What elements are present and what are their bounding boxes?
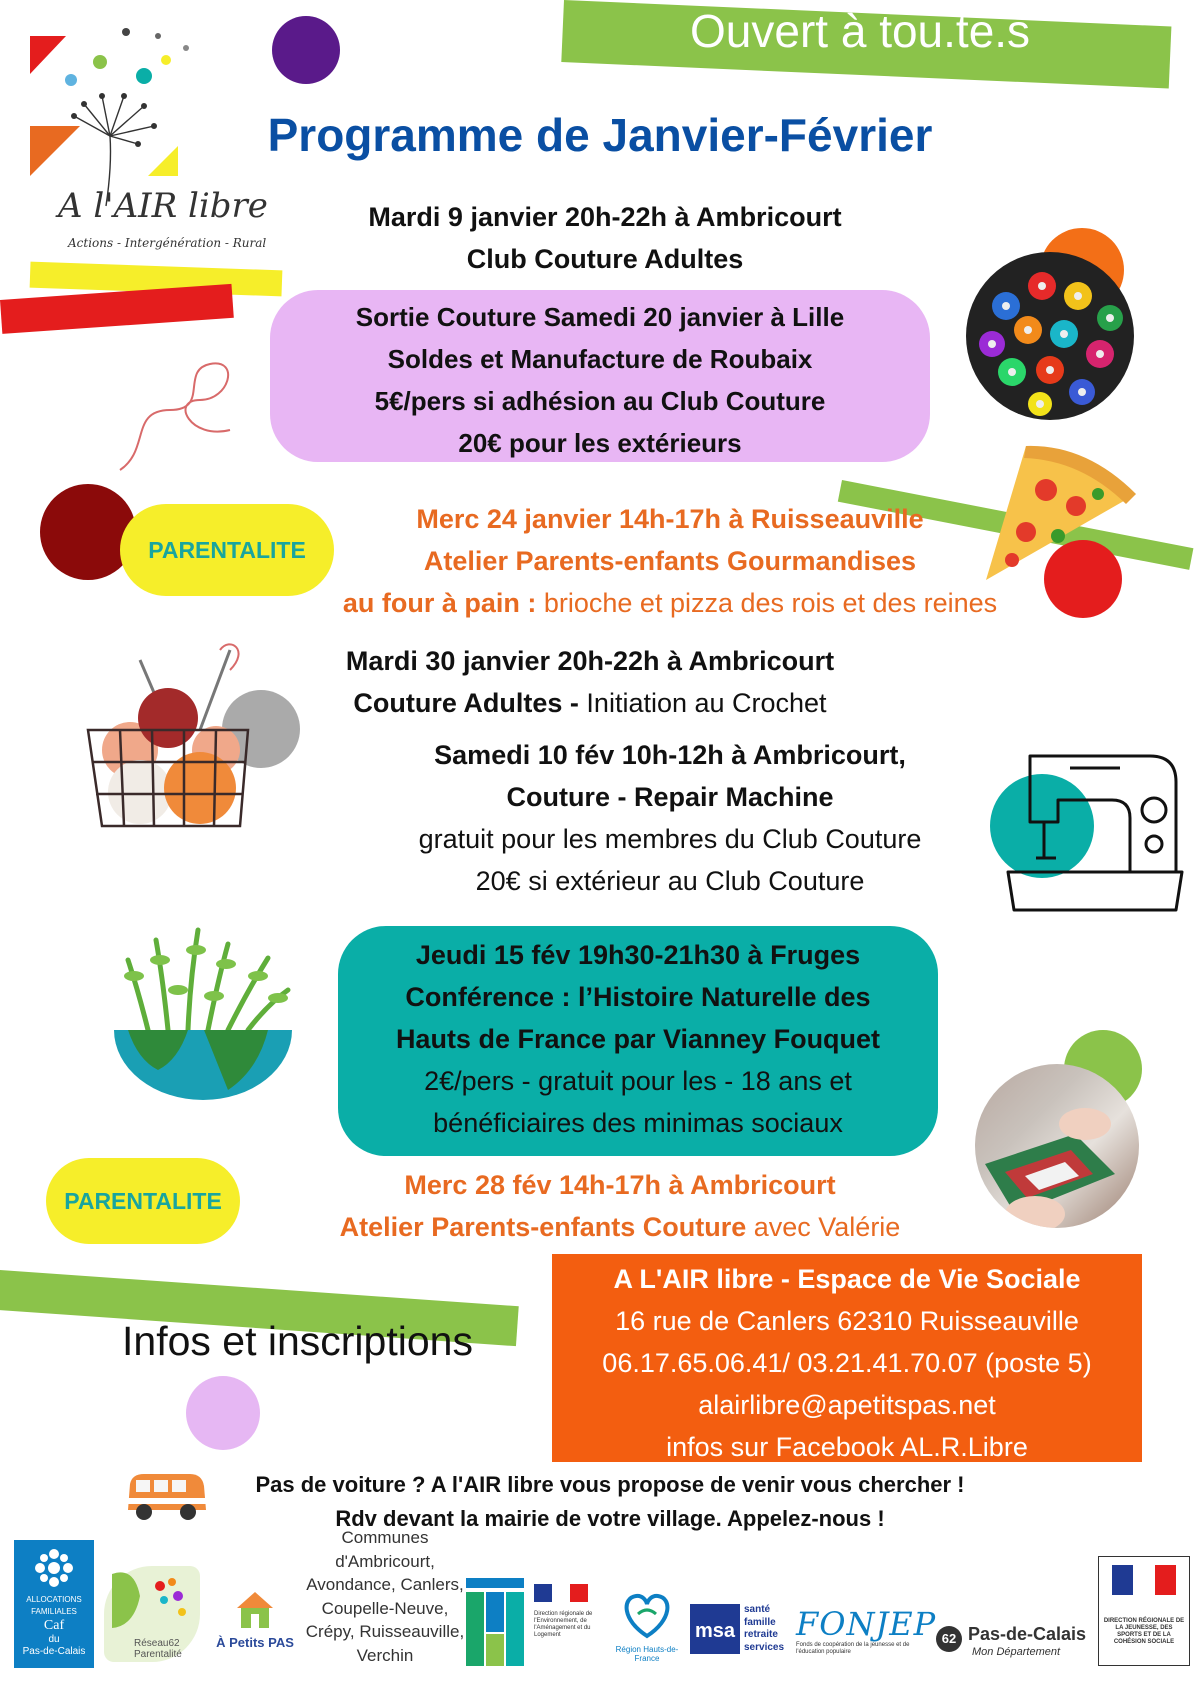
event-3: [290, 498, 1050, 624]
thread-spools-icon: [962, 226, 1140, 426]
contact-email[interactable]: alairlibre@apetitspas.net: [698, 1390, 996, 1420]
reseau62-label: Réseau62 Parentalité: [134, 1638, 182, 1660]
event-5-line3: gratuit pour les membres du Club Couture: [418, 824, 922, 854]
reseau62-logo: [104, 1566, 200, 1662]
communes-list: [300, 1526, 470, 1667]
pizza-icon: [966, 440, 1142, 590]
communes-line5: Crépy, Ruisseauville,: [305, 1622, 465, 1641]
msa-line1: santé: [744, 1604, 771, 1615]
event-4-line2-rest: Initiation au Crochet: [578, 688, 827, 718]
parentalite-tag-2: PARENTALITE: [46, 1158, 240, 1244]
event-4-line2-bold: Couture Adultes -: [353, 688, 579, 718]
red-stripe: [0, 284, 234, 334]
event-6-title: Conférence : l’Histoire Naturelle des: [405, 982, 871, 1012]
event-7-line2-bold: Atelier Parents-enfants Couture: [339, 1212, 747, 1242]
purple-circle-top: [272, 16, 340, 84]
transport-line1: Pas de voiture ? A l'AIR libre vous propose de venir vous chercher !: [255, 1472, 965, 1497]
thread-spools-image: [962, 226, 1140, 426]
event-6-speaker: Hauts de France par Vianney Fouquet: [395, 1024, 881, 1054]
event-5-line4: 20€ si extérieur au Club Couture: [475, 866, 865, 896]
drajes-logo: [534, 1580, 604, 1670]
van-icon: [124, 1470, 210, 1526]
msa-icon: [690, 1604, 740, 1654]
lilac-circle: [186, 1376, 260, 1450]
caf-flower-icon: [24, 1546, 84, 1590]
region-logo: [610, 1590, 684, 1666]
org-logo-name: A l'AIR libre: [58, 186, 268, 226]
contact-box: [552, 1254, 1142, 1462]
contact-title: A L'AIR libre - Espace de Vie Sociale: [613, 1264, 1081, 1294]
event-4-date: Mardi 30 janvier 20h-22h à Ambricourt: [345, 646, 835, 676]
event-6-price: 2€/pers - gratuit pour les - 18 ans et: [424, 1066, 852, 1096]
event-3-date: Merc 24 janvier 14h-17h à Ruisseauville: [416, 504, 924, 534]
event-4: [290, 640, 890, 724]
caf-line4: du: [48, 1634, 60, 1645]
contact-address: 16 rue de Canlers 62310 Ruisseauville: [615, 1306, 1079, 1336]
communes-line3: Avondance, Canlers,: [306, 1575, 464, 1594]
event-2-line2: Soldes et Manufacture de Roubaix: [387, 344, 813, 374]
org-logo-tagline: Actions - Intergénération - Rural: [68, 236, 267, 250]
reseau62-icon: [104, 1566, 200, 1636]
page-title: Programme de Janvier-Février: [267, 109, 933, 161]
apetitspas-label: À Petits PAS: [216, 1635, 294, 1650]
communes-line4: Coupelle-Neuve,: [321, 1598, 449, 1618]
msa-line4: services: [744, 1641, 785, 1653]
caf-line1: ALLOCATIONS: [26, 1595, 82, 1604]
event-1-title: Club Couture Adultes: [466, 244, 744, 274]
event-2-box: [270, 290, 930, 462]
event-5-date: Samedi 10 fév 10h-12h à Ambricourt,: [434, 740, 906, 770]
thread-squiggle-icon: [110, 350, 250, 480]
event-6-date: Jeudi 15 fév 19h30-21h30 à Fruges: [415, 940, 861, 970]
event-5: [360, 734, 980, 902]
contact-facebook[interactable]: infos sur Facebook AL.R.Libre: [666, 1432, 1028, 1462]
caf-line5: Pas-de-Calais: [22, 1646, 86, 1657]
svg-text:msa: msa: [694, 1620, 736, 1642]
pdc-logo: [936, 1622, 1096, 1666]
event-2-line4: 20€ pour les extérieurs: [458, 428, 742, 458]
communes-logo: [466, 1578, 524, 1666]
apetitspas-icon: [235, 1590, 275, 1630]
event-3-line3-rest: brioche et pizza des rois et des reines: [536, 588, 998, 618]
caf-line2: FAMILIALES: [31, 1607, 77, 1616]
sewing-photo-icon: [975, 1064, 1139, 1228]
event-6-beneficiaries: bénéficiaires des minimas sociaux: [433, 1108, 843, 1138]
event-7-date: Merc 28 fév 14h-17h à Ambricourt: [404, 1170, 836, 1200]
communes-line2: d'Ambricourt,: [335, 1551, 435, 1571]
event-5-title: Couture - Repair Machine: [506, 782, 834, 812]
region-label: Région Hauts-de-France: [615, 1645, 679, 1663]
rf-logo: [1098, 1556, 1190, 1666]
infos-label: Infos et inscriptions: [122, 1318, 473, 1364]
event-4-line2: [290, 682, 890, 724]
rf-label: DIRECTION RÉGIONALE DE LA JEUNESSE, DES SPORTS ET DE LA COHÉSION SOCIALE: [1103, 1618, 1185, 1645]
parentalite-tag-1: PARENTALITE: [120, 504, 334, 596]
contact-phones[interactable]: 06.17.65.06.41/ 03.21.41.70.07 (poste 5): [602, 1348, 1092, 1378]
yarn-basket-icon: [80, 640, 260, 840]
region-heart-icon: [620, 1590, 674, 1640]
event-2-line3: 5€/pers si adhésion au Club Couture: [374, 386, 826, 416]
banner-text: Ouvert à tou.te.s: [690, 5, 1031, 57]
apetitspas-logo: [210, 1590, 300, 1662]
msa-lines: [744, 1604, 784, 1654]
fonjep-sub: Fonds de coopération de la jeunesse et de l'éducation populaire: [796, 1642, 910, 1655]
event-7-line2: [280, 1206, 960, 1248]
fonjep-label: FONJEP: [796, 1605, 937, 1643]
msa-line3: retraite: [744, 1629, 778, 1640]
event-1: [300, 196, 910, 280]
sewing-machine-icon: [1000, 740, 1186, 920]
event-1-date: Mardi 9 janvier 20h-22h à Ambricourt: [368, 202, 842, 232]
drajes-label: Direction régionale de l'Environnement, de l'Aménagement et du Logement: [534, 1611, 593, 1638]
pdc-sub: Mon Département: [972, 1646, 1061, 1658]
event-6-box: [338, 926, 938, 1156]
event-3-title: Atelier Parents-enfants Gourmandises: [423, 546, 917, 576]
pdc-badge: 62: [936, 1626, 962, 1652]
communes-logo-icon: [466, 1578, 524, 1666]
caf-line3: Caf: [43, 1618, 65, 1633]
sewing-photo: [975, 1064, 1139, 1228]
earth-plants-icon: [108, 920, 298, 1110]
darkred-circle: [40, 484, 136, 580]
event-7: [280, 1164, 960, 1248]
event-3-line3-bold: au four à pain :: [342, 588, 537, 618]
msa-line2: famille: [744, 1616, 776, 1628]
communes-line1: Communes: [341, 1528, 429, 1547]
event-3-line3: [290, 582, 1050, 624]
caf-logo: [14, 1540, 94, 1668]
marianne-flag-icon: [1112, 1565, 1176, 1595]
fonjep-logo: [796, 1606, 936, 1662]
pdc-name: Pas-de-Calais: [968, 1624, 1087, 1644]
marianne-icon: [534, 1580, 590, 1606]
communes-line6: Verchin: [356, 1645, 414, 1665]
event-7-line2-rest: avec Valérie: [746, 1212, 901, 1242]
msa-logo: [690, 1604, 794, 1660]
event-2-line1: Sortie Couture Samedi 20 janvier à Lille: [355, 302, 845, 332]
transport-line2: Rdv devant la mairie de votre village. Appelez-nous !: [335, 1506, 885, 1531]
